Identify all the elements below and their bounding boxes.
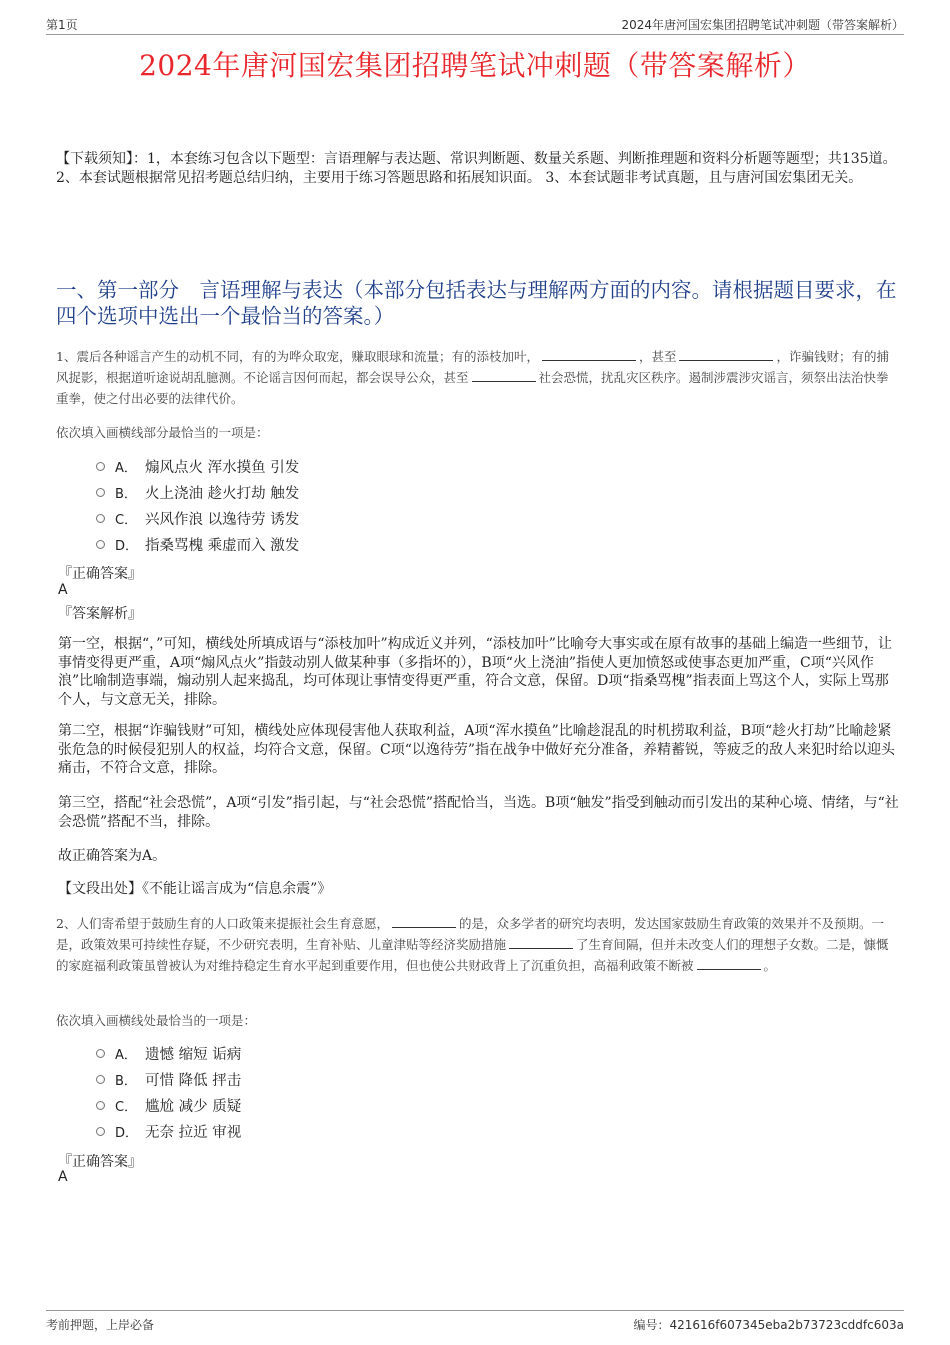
q2-answer-label: 『正确答案』 bbox=[58, 1154, 142, 1170]
q1-answer: A bbox=[58, 582, 68, 598]
q1-option-d[interactable]: D． 指桑骂槐 乘虚而入 激发 bbox=[96, 531, 299, 557]
q2-part-4: 。 bbox=[763, 958, 777, 973]
q1-source: 【文段出处】《不能让谣言成为“信息余震”》 bbox=[58, 881, 332, 897]
q2-blank-2 bbox=[509, 934, 573, 949]
q2-prompt: 依次填入画横线处最恰当的一项是： bbox=[56, 1013, 257, 1028]
q1-analysis-paragraph: 第一空，根据“，”可知，横线处所填成语与“添枝加叶”构成近义并列，“添枝加叶”比喻夸大事实或在原有故事的基础上编造一些细节，让事情变得更严重，A项“煽风点火”指鼓动别人做某种事（多指坏的），B项“火上浇油”指使人更加愤怒或使事态更加严重，C项“兴风作浪”比喻制造事端，煽动别人起来捣乱，均可体现让事情变得更严重，符合文意，保留。D项“指桑骂槐”指表面上骂这个人，实际上骂那个人，与文意无关，排除。 bbox=[58, 636, 892, 708]
question-1-text bbox=[56, 346, 900, 409]
q1-analysis-paragraph: 第三空，搭配“社会恐慌”，A项“引发”指引起，与“社会恐慌”搭配恰当，当选。B项“触发”指受到触动而引发出的某种心境、情绪，与“社会恐慌”搭配不当，排除。 bbox=[58, 795, 899, 830]
page-number: 第1页 bbox=[46, 18, 78, 32]
radio-icon[interactable] bbox=[96, 1127, 105, 1136]
section-title: 一、第一部分 言语理解与表达（本部分包括表达与理解两方面的内容。请根据题目要求，在四个选项中选出一个最恰当的答案。） bbox=[56, 278, 897, 328]
q1-option-b[interactable]: B． 火上浇油 趁火打劫 触发 bbox=[96, 479, 299, 505]
page-title: 2024年唐河国宏集团招聘笔试冲刺题（带答案解析） bbox=[139, 49, 811, 82]
q2-blank-1 bbox=[392, 913, 456, 928]
q2-part-3: 了生育间隔，但并未改变人们的理想子女数。二是，慷慨的家庭福利政策虽曾被认为对维持稳定生育水平起到重要作用，但也使公共财政背上了沉重负担，高福利政策不断被 bbox=[56, 937, 889, 973]
q2-option-d[interactable]: D． 无奈 拉近 审视 bbox=[96, 1118, 241, 1144]
q1-part-4: 社会恐慌，扰乱灾区秩序。遏制涉震涉灾谣言，须祭出法治快拳重拳，使之付出必要的法律代价。 bbox=[56, 370, 889, 406]
q1-part-2: ，甚至 bbox=[638, 349, 677, 364]
radio-icon[interactable] bbox=[96, 488, 105, 497]
radio-icon[interactable] bbox=[96, 1049, 105, 1058]
q2-part-2: 的是，众多学者的研究均表明，发达国家鼓励生育政策的效果并不及预期。一是，政策效果可持续性存疑，不少研究表明，生育补贴、儿童津贴等经济奖励措施 bbox=[56, 916, 884, 952]
q1-blank-1 bbox=[542, 346, 636, 361]
q2-option-c[interactable]: C． 尴尬 减少 质疑 bbox=[96, 1092, 241, 1118]
q2-option-a[interactable]: A． 遗憾 缩短 诟病 bbox=[96, 1040, 241, 1066]
page-footer bbox=[46, 1310, 904, 1335]
radio-icon[interactable] bbox=[96, 462, 105, 471]
footer-serial: 编号：421616f607345eba2b73723cddfc603a bbox=[633, 1318, 904, 1332]
q1-option-a[interactable]: A． 煽风点火 浑水摸鱼 引发 bbox=[96, 453, 299, 479]
q1-analysis-paragraph: 第二空，根据“诈骗钱财”可知，横线处应体现侵害他人获取利益，A项“浑水摸鱼”比喻趁混乱的时机捞取利益，B项“趁火打劫”比喻趁紧张危急的时候侵犯别人的权益，均符合文意，保留。C项“以逸待劳”指在战争中做好充分准备，养精蓄锐，等疲乏的敌人来犯时给以迎头痛击，不符合文意，排除。 bbox=[58, 723, 896, 776]
q2-answer: A bbox=[58, 1169, 68, 1185]
footer-slogan: 考前押题，上岸必备 bbox=[46, 1318, 155, 1332]
q1-options bbox=[96, 453, 299, 557]
header-doc-title: 2024年唐河国宏集团招聘笔试冲刺题（带答案解析） bbox=[621, 18, 904, 32]
download-notice: 【下载须知】：1，本套练习包含以下题型：言语理解与表达题、常识判断题、数量关系题、判断推理题和资料分析题等题型；共135道。 2、本套试题根据常见招考题总结归纳，主要用于练习答题思路和拓展知识面。 3、本套试题非考试真题，且与唐河国宏集团无关。 bbox=[56, 151, 897, 186]
q1-blank-3 bbox=[472, 367, 536, 382]
q2-options bbox=[96, 1040, 241, 1144]
q1-option-c[interactable]: C． 兴风作浪 以逸待劳 诱发 bbox=[96, 505, 299, 531]
question-2-text bbox=[56, 913, 900, 976]
q2-option-b[interactable]: B． 可惜 降低 抨击 bbox=[96, 1066, 241, 1092]
radio-icon[interactable] bbox=[96, 514, 105, 523]
radio-icon[interactable] bbox=[96, 1075, 105, 1084]
q1-analysis-label: 『答案解析』 bbox=[58, 606, 142, 622]
q1-part-3: ，诈骗钱财；有的捕风捉影，根据道听途说胡乱臆测。不论谣言因何而起，都会误导公众，甚至 bbox=[56, 349, 889, 385]
q1-blank-2 bbox=[679, 346, 773, 361]
q1-analysis-conclusion: 故正确答案为A。 bbox=[58, 848, 167, 864]
q2-part-1: 2、人们寄希望于鼓励生育的人口政策来提振社会生育意愿， bbox=[56, 916, 389, 931]
radio-icon[interactable] bbox=[96, 540, 105, 549]
q2-blank-3 bbox=[697, 955, 761, 970]
q1-answer-label: 『正确答案』 bbox=[58, 566, 142, 582]
radio-icon[interactable] bbox=[96, 1101, 105, 1110]
q1-part-1: 1、震后各种谣言产生的动机不同，有的为哗众取宠，赚取眼球和流量；有的添枝加叶， bbox=[56, 349, 539, 364]
page-header bbox=[46, 14, 904, 35]
q1-prompt: 依次填入画横线部分最恰当的一项是： bbox=[56, 425, 269, 440]
